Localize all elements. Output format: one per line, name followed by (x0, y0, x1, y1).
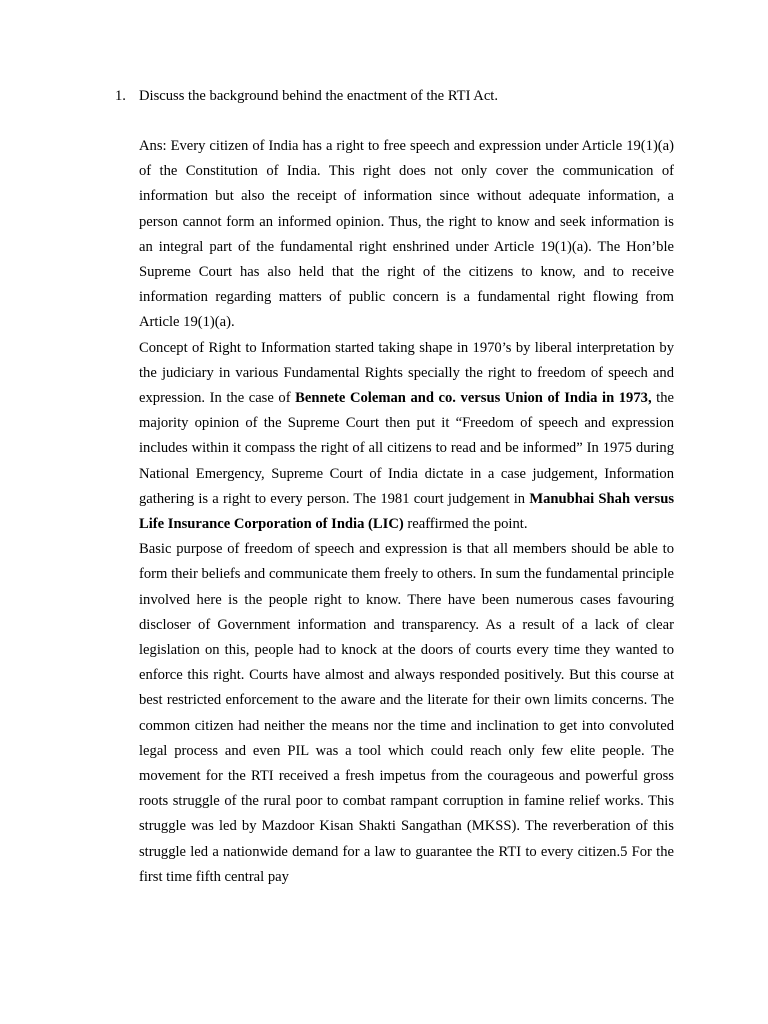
question-text: Discuss the background behind the enactment of the RTI Act. (139, 88, 499, 104)
paragraph-text: Ans: Every citizen of India has a right to free speech and expression under Article 19(1)(a) of the Constitution of India. This right does not only cover the communication of information but also the receipt of information since without adequate information, a person cannot form an informed opinion. Thus, the right to know and seek information is an integral part of the fundamental right enshrined under Article 19(1)(a). The Hon’ble Supreme Court has also held that the right of the citizens to know, and to receive information regarding matters of public concern is a fundamental right flowing from Article 19(1)(a). (139, 138, 674, 331)
question-number: 1. (115, 88, 126, 104)
paragraph-text: the majority opinion of the Supreme Court then put it “Freedom of speech and expression includes within it compass the right of all citizens to read and be informed” In 1975 during National Emergency, Supreme Court of India dictate in a case judgement, Information gathering is a right to every person. The 1981 court judgement in (139, 390, 674, 507)
paragraph-text: reaffirmed the point. (403, 516, 528, 533)
question-heading (115, 86, 675, 106)
answer-paragraph-2 (139, 336, 674, 538)
case-name-bold: Bennete Coleman and co. versus Union of India in 1973, (295, 390, 652, 407)
answer-paragraph-1 (139, 134, 674, 336)
answer-body (139, 134, 674, 890)
paragraph-text: Basic purpose of freedom of speech and expression is that all members should be able to form their beliefs and communicate them freely to others. In sum the fundamental principle involved here is the people right to know. There have been numerous cases favouring discloser of Government information and transparency. As a result of a lack of clear legislation on this, people had to knock at the doors of courts every time they wanted to enforce this right. Courts have almost and always responded positively. But this course at best restricted enforcement to the aware and the literate for their own limits concerns. The common citizen had neither the means nor the time and inclination to get into convoluted legal process and even PIL was a tool which could reach only few elite people. The movement for the RTI received a fresh impetus from the courageous and powerful gross roots struggle of the rural poor to combat rampant corruption in famine relief works. This struggle was led by Mazdoor Kisan Shakti Sangathan (MKSS). The reverberation of this struggle led a nationwide demand for a law to guarantee the RTI to every citizen.5 For the first time fifth central pay (139, 541, 674, 885)
paragraph-text: Concept of Right to Information started taking shape in 1970’s by liberal interpretation by the judiciary in various Fundamental Rights specially the right to freedom of speech and expression. In the case of (139, 339, 674, 407)
answer-paragraph-3 (139, 537, 674, 890)
case-name-bold: Manubhai Shah versus Life Insurance Corporation of India (LIC) (139, 490, 674, 533)
